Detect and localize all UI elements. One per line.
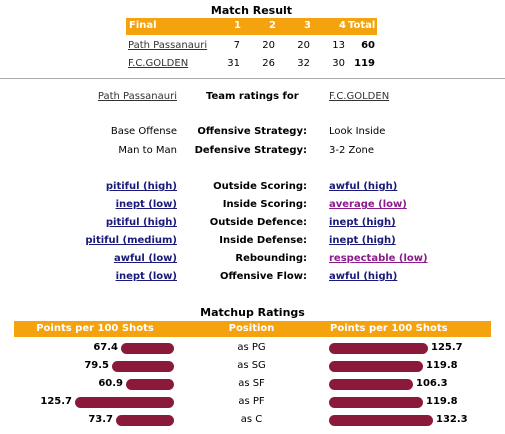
home-outside-scoring[interactable]: pitiful (high) (105, 181, 177, 192)
home-q4: 13 (332, 40, 345, 51)
matchup-bar-away (329, 397, 423, 408)
match-result-title: Match Result (210, 4, 293, 17)
score-row-home (126, 37, 377, 55)
matchup-position: as C (240, 414, 263, 425)
matchup-value-away: 119.8 (426, 396, 458, 407)
home-team-link[interactable]: Path Passanauri (128, 40, 208, 51)
home-q1: 7 (233, 40, 240, 51)
home-inside-scoring[interactable]: inept (low) (115, 199, 177, 210)
matchup-bar-home (116, 415, 174, 426)
away-q2: 26 (262, 58, 275, 69)
matchup-bar-home (126, 379, 174, 390)
away-outside-defence[interactable]: inept (high) (329, 217, 396, 228)
rebounding-label: Rebounding: (235, 253, 307, 264)
home-total: 60 (361, 40, 375, 51)
matchup-value-away: 106.3 (416, 378, 448, 389)
home-inside-defense[interactable]: pitiful (medium) (85, 235, 177, 246)
away-q4: 30 (332, 58, 345, 69)
home-q2: 20 (262, 40, 275, 51)
matchup-header-right (327, 321, 491, 337)
inside-defense-label: Inside Defense: (219, 235, 307, 246)
header-q4: 4 (339, 20, 346, 31)
away-rebounding[interactable]: respectable (low) (329, 253, 428, 264)
offensive-strategy-label: Offensive Strategy: (197, 126, 307, 137)
matchup-col-mid: Position (228, 323, 275, 334)
outside-scoring-label: Outside Scoring: (213, 181, 307, 192)
away-inside-defense[interactable]: inept (high) (329, 235, 396, 246)
away-team-link[interactable]: F.C.GOLDEN (128, 58, 189, 69)
header-q3: 3 (304, 20, 311, 31)
matchup-position: as PF (238, 396, 265, 407)
matchup-value-home: 67.4 (93, 342, 118, 353)
ratings-away-team-link[interactable]: F.C.GOLDEN (329, 91, 390, 102)
home-offensive-strategy: Base Offense (110, 126, 177, 137)
away-offensive-flow[interactable]: awful (high) (329, 271, 398, 282)
matchup-position: as PG (237, 342, 266, 353)
matchup-bar-away (329, 361, 423, 372)
matchup-header-mid (176, 321, 327, 337)
section-divider (0, 78, 505, 79)
matchup-value-home: 79.5 (84, 360, 109, 371)
home-offensive-flow[interactable]: inept (low) (115, 271, 177, 282)
home-defensive-strategy: Man to Man (118, 145, 177, 156)
header-total: Total (348, 20, 376, 31)
matchup-bar-home (75, 397, 174, 408)
score-header-row (126, 18, 377, 35)
outside-defence-label: Outside Defence: (209, 217, 307, 228)
home-outside-defence[interactable]: pitiful (high) (105, 217, 177, 228)
matchup-bar-home (121, 343, 174, 354)
score-row-away (126, 55, 377, 73)
away-outside-scoring[interactable]: awful (high) (329, 181, 398, 192)
matchup-col-left: Points per 100 Shots (36, 323, 154, 334)
matchup-bar-away (329, 415, 433, 426)
header-final: Final (129, 20, 157, 31)
matchup-col-right: Points per 100 Shots (330, 323, 448, 334)
away-offensive-strategy: Look Inside (329, 126, 386, 137)
matchup-value-away: 125.7 (431, 342, 463, 353)
matchup-title: Matchup Ratings (200, 306, 305, 319)
matchup-value-away: 132.3 (436, 414, 468, 425)
away-q3: 32 (297, 58, 310, 69)
away-total: 119 (354, 58, 375, 69)
matchup-value-home: 73.7 (88, 414, 113, 425)
inside-scoring-label: Inside Scoring: (222, 199, 307, 210)
matchup-header-left (14, 321, 176, 337)
away-defensive-strategy: 3-2 Zone (329, 145, 374, 156)
ratings-home-team-link[interactable]: Path Passanauri (97, 91, 177, 102)
matchup-position: as SF (238, 378, 265, 389)
home-q3: 20 (297, 40, 310, 51)
matchup-bar-away (329, 343, 428, 354)
offensive-flow-label: Offensive Flow: (219, 271, 307, 282)
ratings-header: Team ratings for (206, 91, 299, 102)
matchup-value-home: 60.9 (98, 378, 123, 389)
header-q2: 2 (269, 20, 276, 31)
away-q1: 31 (227, 58, 240, 69)
home-rebounding[interactable]: awful (low) (113, 253, 177, 264)
defensive-strategy-label: Defensive Strategy: (194, 145, 307, 156)
matchup-bar-away (329, 379, 413, 390)
away-inside-scoring[interactable]: average (low) (329, 199, 407, 210)
matchup-position: as SG (237, 360, 266, 371)
header-q1: 1 (234, 20, 241, 31)
matchup-value-away: 119.8 (426, 360, 458, 371)
matchup-bar-home (112, 361, 174, 372)
matchup-value-home: 125.7 (40, 396, 72, 407)
